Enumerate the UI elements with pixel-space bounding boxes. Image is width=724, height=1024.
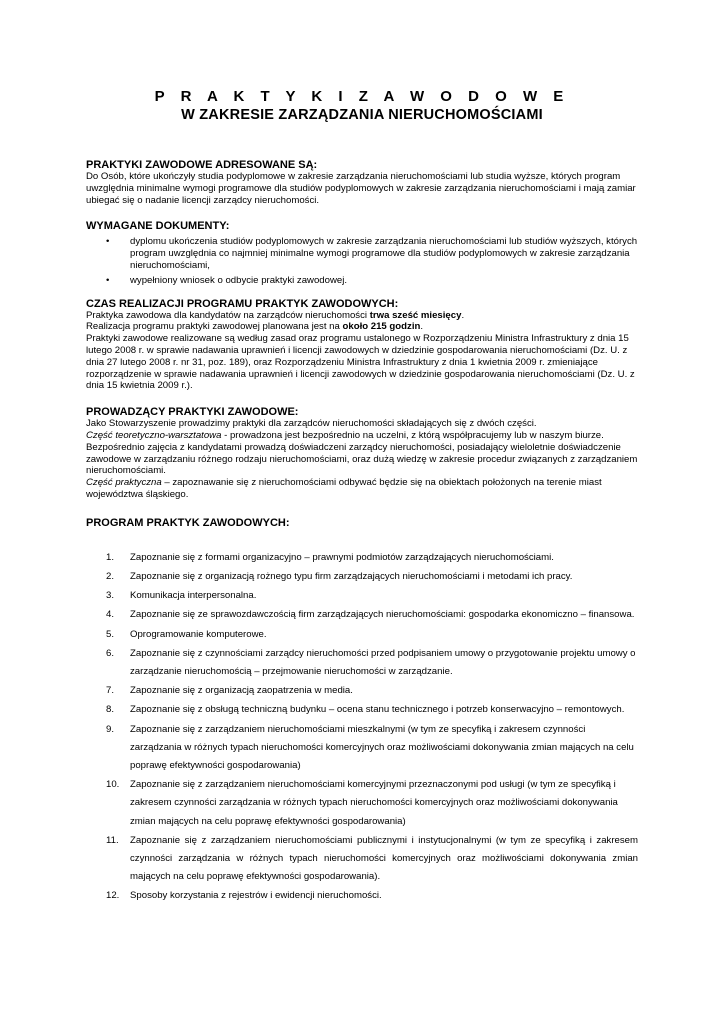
timing-hours-suffix: .: [420, 321, 424, 333]
section-heading-program: PROGRAM PRAKTYK ZAWODOWYCH:: [86, 516, 290, 529]
program-item-text: Zapoznanie się z organizacją zaopatrzenia w media.: [130, 685, 353, 697]
list-item-text: dyplomu ukończenia studiów podyplomowych w zakresie zarządzania nieruchomościami lub studiów wyższych, których program uwzględnia co najmniej minimalne wymogi programowe dla studiów podyplomowych w zakresie zarządzania nieruchomościami,: [130, 236, 638, 271]
organizer-part-theory-text: - prowadzona jest bezpośrednio na uczelni, z którą współpracujemy lub w naszym biurze. Bezpośrednio zajęcia z kandydatami prowadzą doświadczeni zarządcy nieruchomości, posiadający wieloletnie doświadczenie zawodowe w zarządzaniu różnego rodzaju nieruchomościami, oraz dużą wiedzę w zakresie procedur związanych z zarządzaniem nieruchomościami.: [86, 429, 638, 477]
section-addressed: [86, 159, 638, 206]
program-item-number: 3.: [106, 590, 115, 602]
program-item-number: 2.: [106, 570, 115, 582]
section-organizer: [86, 406, 638, 501]
bullet-icon: •: [106, 274, 110, 286]
section-documents: [86, 220, 638, 286]
program-item-text: Zapoznanie się z organizacją rożnego typu firm zarządzających nieruchomościami i metodami ich pracy.: [130, 570, 573, 582]
program-item-number: 12.: [106, 890, 120, 902]
list-item: [86, 236, 638, 271]
program-item-number: 1.: [106, 551, 115, 563]
section-heading-timing: CZAS REALIZACJI PROGRAMU PRAKTYK ZAWODOWYCH:: [86, 297, 399, 310]
program-item: [86, 887, 638, 905]
program-item: [86, 568, 638, 586]
section-timing: [86, 298, 638, 393]
program-item-text: Zapoznanie się ze sprawozdawczością firm zarządzających nieruchomościami: gospodarka ekonomiczno – finansowa.: [130, 609, 635, 621]
document-subtitle: W ZAKRESIE ZARZĄDZANIA NIERUCHOMOŚCIAMI: [181, 107, 543, 123]
timing-hours-value: około 215 godzin: [342, 321, 421, 333]
list-item: [86, 275, 638, 287]
program-item-number: 11.: [106, 834, 119, 846]
timing-hours: [86, 321, 638, 333]
section-text-addressed: Do Osób, które ukończyły studia podyplomowe w zakresie zarządzania nieruchomościami lub studia wyższe, których program uwzględnia minimalne wymogi programowe dla studiów podyplomowych w zakresie zarządzania nieruchomościami i mają zamiar ubiegać się o nadanie licencji zarządcy nieruchomości.: [86, 171, 636, 206]
list-item-text: wypełniony wniosek o odbycie praktyki zawodowej.: [130, 274, 348, 286]
program-item: [86, 626, 638, 644]
organizer-intro: Jako Stowarzyszenie prowadzimy praktyki dla zarządców nieruchomości składających się z dwóch części.: [86, 418, 537, 430]
program-item-text: Zapoznanie się z zarządzaniem nieruchomościami publicznymi i instytucjonalnymi (w tym ze specyfiką i zakresem czynności zarządzania w różnych typach nieruchomości komercyjnych oraz możliwościami dokonywania zmian mających na celu poprawę efektywności gospodarowania).: [130, 834, 638, 883]
program-item-text: Komunikacja interpersonalna.: [130, 590, 257, 602]
timing-duration-value: trwa sześć miesięcy: [369, 309, 462, 321]
program-item-text: Zapoznanie się z obsługą techniczną budynku – ocena stanu technicznego i potrzeb konserwacyjno – remontowych.: [130, 704, 625, 716]
program-item-text: Zapoznanie się z czynnościami zarządcy nieruchomości przed podpisaniem umowy o przygotowanie projektu umowy o zarządzanie nieruchomością – przejmowanie nieruchomości w zarządzanie.: [130, 647, 636, 677]
organizer-part-theory-label: Część teoretyczno-warsztatowa: [86, 429, 222, 441]
program-item-text: Zapoznanie się z zarządzaniem nieruchomościami mieszkalnymi (w tym ze specyfiką i zakresem czynności zarządzania w różnych typach nieruchomości komercyjnych oraz możliwościami dokonywania zmian mających na celu poprawę efektywności gospodarowania): [130, 723, 634, 771]
program-item-number: 10.: [106, 779, 120, 791]
program-item: [86, 721, 638, 776]
organizer-part-theory: [86, 430, 638, 477]
section-heading-addressed: PRAKTYKI ZAWODOWE ADRESOWANE SĄ:: [86, 159, 318, 171]
organizer-part-practice-label: Część praktyczna: [86, 477, 162, 489]
program-item-text: Sposoby korzystania z rejestrów i ewidencji nieruchomości.: [130, 890, 382, 902]
program-item-number: 4.: [106, 609, 115, 621]
program-item: [86, 682, 638, 700]
program-item: [86, 587, 638, 605]
program-item: [86, 645, 638, 681]
timing-regulations: Praktyki zawodowe realizowane są według zasad oraz programu ustalonego w Rozporządzeniu Ministra Infrastruktury z dnia 15 lutego 2008 r. w sprawie nadawania uprawnień i licencji zawodowych w dziedzinie gospodarowania nieruchomościami (Dz. U. z dnia 27 lutego 2008 r. nr 31, poz. 189), oraz Rozporządzeniu Ministra Infrastruktury z dnia 1 kwietnia 2009 r. zmieniające rozporządzenie w sprawie nadawania uprawnień i licencji zawodowych w dziedzinie gospodarowania nieruchomościami (Dz. U. z dnia 15 kwietnia 2009 r.).: [86, 333, 635, 392]
program-item: [86, 606, 638, 624]
program-item-text: Zapoznanie się z zarządzaniem nieruchomościami komercyjnymi przeznaczonymi pod usługi (w tym ze specyfiką i zakresem czynności zarządzania w różnych typach nieruchomości komercyjnych oraz możliwościami dokonywania zmian mających na celu poprawę efektywności gospodarowania): [130, 779, 618, 827]
program-item: [86, 832, 638, 887]
document-page: [86, 88, 638, 907]
program-list: [86, 549, 638, 906]
program-item: [86, 776, 638, 831]
bullet-icon: •: [106, 236, 110, 248]
timing-duration-prefix: Praktyka zawodowa dla kandydatów na zarządców nieruchomości: [86, 309, 370, 321]
program-item: [86, 549, 638, 567]
organizer-part-practice: [86, 477, 638, 501]
timing-duration: [86, 310, 638, 322]
section-heading-organizer: PROWADZĄCY PRAKTYKI ZAWODOWE:: [86, 406, 299, 419]
timing-hours-prefix: Realizacja programu praktyki zawodowej planowana jest na: [86, 321, 343, 333]
organizer-part-practice-text: – zapoznawanie się z nieruchomościami odbywać będzie się na obiektach położonych na terenie miast województwa śląskiego.: [86, 477, 602, 500]
document-title: P R A K T Y K I Z A W O D O W E: [154, 88, 570, 105]
program-item-number: 8.: [106, 704, 115, 716]
section-program: [86, 517, 638, 906]
program-item-number: 9.: [106, 723, 115, 735]
program-item-number: 7.: [106, 685, 115, 697]
program-item-number: 6.: [106, 647, 115, 659]
section-heading-documents: WYMAGANE DOKUMENTY:: [86, 220, 230, 233]
program-item-text: Zapoznanie się z formami organizacyjno – prawnymi podmiotów zarządzających nieruchomościami.: [130, 551, 554, 563]
program-item-text: Oprogramowanie komputerowe.: [130, 628, 267, 640]
program-item-number: 5.: [106, 628, 115, 640]
timing-duration-suffix: .: [461, 309, 465, 321]
documents-list: [86, 236, 638, 286]
program-item: [86, 701, 638, 719]
